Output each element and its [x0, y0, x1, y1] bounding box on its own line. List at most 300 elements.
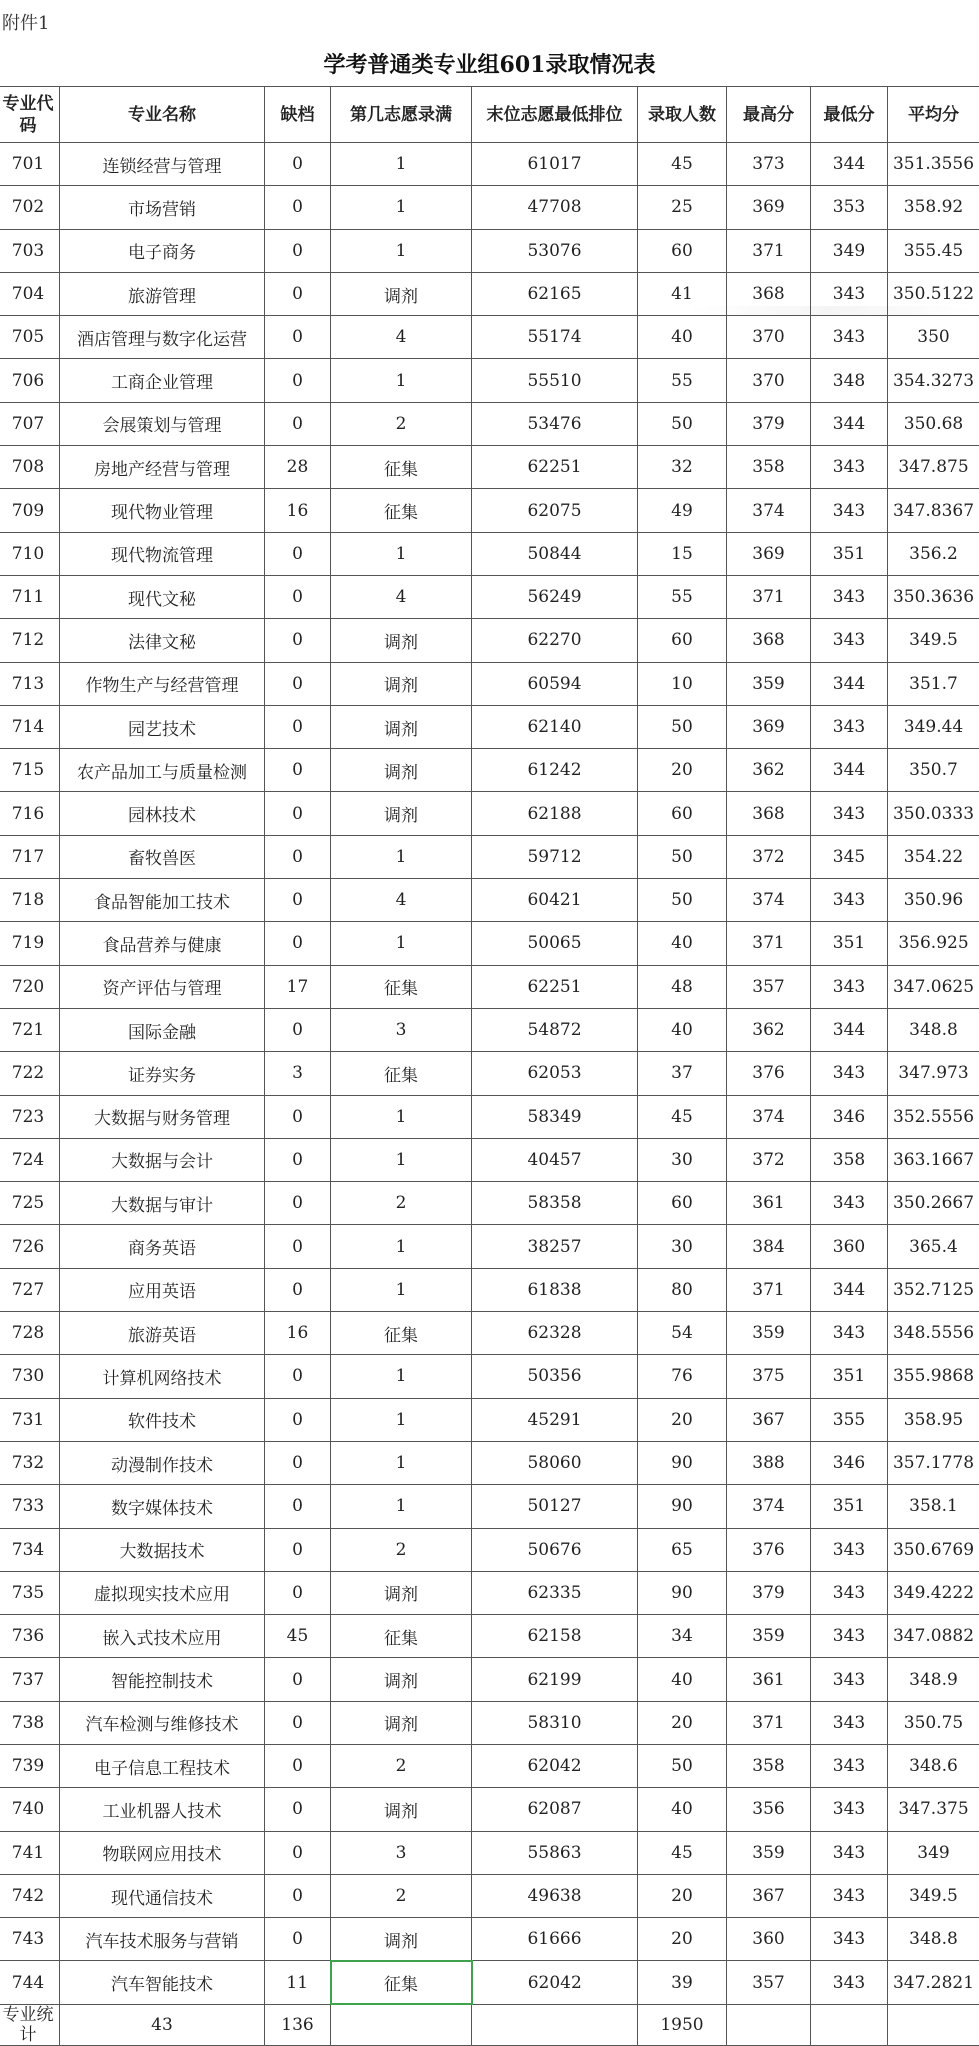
- min-rank-cell: 61017: [472, 143, 638, 186]
- major-code-cell: 723: [0, 1095, 60, 1138]
- max-score-cell: 370: [727, 359, 811, 402]
- major-name-cell: 旅游管理: [60, 272, 265, 315]
- admitted-count-cell: 39: [638, 1961, 727, 2004]
- min-score-cell: 346: [811, 1441, 888, 1484]
- avg-score-cell: 356.925: [888, 922, 979, 965]
- admitted-count-cell: 40: [638, 922, 727, 965]
- min-rank-cell: 58310: [472, 1701, 638, 1744]
- min-rank-cell: 54872: [472, 1008, 638, 1051]
- min-score-cell: 343: [811, 1528, 888, 1571]
- major-code-cell: 724: [0, 1138, 60, 1181]
- major-code-cell: 732: [0, 1441, 60, 1484]
- table-row: [0, 1182, 979, 1225]
- major-name-cell: 酒店管理与数字化运营: [60, 316, 265, 359]
- admitted-count-cell: 90: [638, 1571, 727, 1614]
- min-score-cell: 351: [811, 1355, 888, 1398]
- min-rank-cell: 62270: [472, 619, 638, 662]
- min-score-cell: 360: [811, 1225, 888, 1268]
- shortfall-cell: 0: [265, 1398, 331, 1441]
- major-code-cell: 703: [0, 229, 60, 272]
- admitted-count-cell: 40: [638, 1788, 727, 1831]
- admitted-count-cell: 60: [638, 792, 727, 835]
- min-rank-cell: 62140: [472, 705, 638, 748]
- choice-filled-cell: 征集: [331, 489, 472, 532]
- avg-score-cell: 355.45: [888, 229, 979, 272]
- avg-score-cell: 350: [888, 316, 979, 359]
- max-score-cell: 369: [727, 532, 811, 575]
- choice-filled-cell: 1: [331, 1225, 472, 1268]
- min-score-cell: 343: [811, 965, 888, 1008]
- table-row: [0, 922, 979, 965]
- major-name-cell: 软件技术: [60, 1398, 265, 1441]
- admitted-count-cell: 80: [638, 1268, 727, 1311]
- min-score-cell: 349: [811, 229, 888, 272]
- min-score-cell: 344: [811, 749, 888, 792]
- admitted-count-cell: 20: [638, 1874, 727, 1917]
- major-code-cell: 739: [0, 1744, 60, 1787]
- major-name-cell: 大数据技术: [60, 1528, 265, 1571]
- max-score-cell: 376: [727, 1528, 811, 1571]
- choice-filled-cell: 1: [331, 1268, 472, 1311]
- admission-table: [0, 86, 979, 2046]
- shortfall-cell: 0: [265, 879, 331, 922]
- choice-filled-cell: 调剂: [331, 1658, 472, 1701]
- shortfall-cell: 0: [265, 835, 331, 878]
- admitted-count-cell: 50: [638, 879, 727, 922]
- max-score-cell: 358: [727, 446, 811, 489]
- admitted-count-cell: 76: [638, 1355, 727, 1398]
- avg-score-cell: 352.5556: [888, 1095, 979, 1138]
- shortfall-cell: 0: [265, 1788, 331, 1831]
- min-rank-cell: 62087: [472, 1788, 638, 1831]
- major-code-cell: 740: [0, 1788, 60, 1831]
- shortfall-cell: 0: [265, 662, 331, 705]
- shortfall-cell: 0: [265, 1874, 331, 1917]
- shortfall-cell: 0: [265, 1528, 331, 1571]
- table-row: [0, 1571, 979, 1614]
- max-score-cell: 372: [727, 835, 811, 878]
- major-name-cell: 市场营销: [60, 186, 265, 229]
- max-score-cell: 358: [727, 1744, 811, 1787]
- min-rank-cell: 58358: [472, 1182, 638, 1225]
- admitted-count-cell: 40: [638, 1008, 727, 1051]
- admitted-count-cell: 50: [638, 705, 727, 748]
- admitted-count-cell: 25: [638, 186, 727, 229]
- shortfall-cell: 0: [265, 1225, 331, 1268]
- major-code-cell: 702: [0, 186, 60, 229]
- avg-score-cell: 350.3636: [888, 575, 979, 618]
- max-score-cell: 371: [727, 575, 811, 618]
- max-score-cell: 368: [727, 619, 811, 662]
- shortfall-cell: 0: [265, 532, 331, 575]
- table-title: 学考普通类专业组601录取情况表: [323, 52, 656, 78]
- min-rank-cell: 60421: [472, 879, 638, 922]
- admitted-count-cell: 40: [638, 1658, 727, 1701]
- choice-filled-cell: 征集: [331, 1312, 472, 1355]
- major-name-cell: 现代通信技术: [60, 1874, 265, 1917]
- min-rank-cell: 62158: [472, 1615, 638, 1658]
- admitted-count-cell: 40: [638, 316, 727, 359]
- avg-score-cell: 358.92: [888, 186, 979, 229]
- max-score-cell: 357: [727, 1961, 811, 2004]
- major-code-cell: 708: [0, 446, 60, 489]
- avg-score-cell: 350.68: [888, 402, 979, 445]
- major-name-cell: 电子信息工程技术: [60, 1744, 265, 1787]
- table-row: [0, 1485, 979, 1528]
- shortfall-cell: 0: [265, 792, 331, 835]
- min-score-cell: 345: [811, 835, 888, 878]
- choice-filled-cell: 征集: [331, 1961, 472, 2004]
- major-code-cell: 731: [0, 1398, 60, 1441]
- max-score-cell: 376: [727, 1052, 811, 1095]
- min-score-cell: 343: [811, 1571, 888, 1614]
- avg-score-cell: 349.5: [888, 1874, 979, 1917]
- admitted-count-cell: 48: [638, 965, 727, 1008]
- shortfall-cell: 0: [265, 1138, 331, 1181]
- min-rank-cell: 55510: [472, 359, 638, 402]
- major-name-cell: 会展策划与管理: [60, 402, 265, 445]
- table-row: [0, 1355, 979, 1398]
- min-score-cell: 344: [811, 1008, 888, 1051]
- major-code-cell: 707: [0, 402, 60, 445]
- choice-filled-cell: 调剂: [331, 1701, 472, 1744]
- major-code-cell: 727: [0, 1268, 60, 1311]
- table-row: [0, 1225, 979, 1268]
- admitted-count-cell: 55: [638, 575, 727, 618]
- avg-score-cell: 347.375: [888, 1788, 979, 1831]
- min-rank-cell: 40457: [472, 1138, 638, 1181]
- choice-filled-cell: 征集: [331, 446, 472, 489]
- table-row: [0, 1961, 979, 2004]
- shortfall-cell: 0: [265, 359, 331, 402]
- major-code-cell: 716: [0, 792, 60, 835]
- min-rank-cell: 61838: [472, 1268, 638, 1311]
- min-rank-cell: 61242: [472, 749, 638, 792]
- min-rank-cell: 62042: [472, 1961, 638, 2004]
- shortfall-cell: 0: [265, 186, 331, 229]
- min-rank-cell: 62165: [472, 272, 638, 315]
- shortfall-cell: 0: [265, 1355, 331, 1398]
- min-score-cell: 348: [811, 359, 888, 402]
- min-score-cell: 343: [811, 619, 888, 662]
- table-row: [0, 619, 979, 662]
- min-score-cell: 351: [811, 922, 888, 965]
- min-rank-cell: 62251: [472, 965, 638, 1008]
- max-score-cell: 371: [727, 922, 811, 965]
- major-name-cell: 证券实务: [60, 1052, 265, 1095]
- table-row: [0, 1701, 979, 1744]
- admitted-count-cell: 30: [638, 1225, 727, 1268]
- table-row: [0, 1441, 979, 1484]
- avg-score-cell: 350.6769: [888, 1528, 979, 1571]
- avg-score-cell: 358.1: [888, 1485, 979, 1528]
- max-score-cell: 360: [727, 1918, 811, 1961]
- choice-filled-cell: 调剂: [331, 792, 472, 835]
- admitted-count-cell: 45: [638, 143, 727, 186]
- min-rank-cell: 61666: [472, 1918, 638, 1961]
- table-row: [0, 1052, 979, 1095]
- max-score-cell: 356: [727, 1788, 811, 1831]
- min-rank-cell: 62199: [472, 1658, 638, 1701]
- shortfall-cell: 0: [265, 1571, 331, 1614]
- admitted-count-cell: 15: [638, 532, 727, 575]
- max-score-cell: 374: [727, 1095, 811, 1138]
- max-score-cell: 369: [727, 186, 811, 229]
- major-code-cell: 738: [0, 1701, 60, 1744]
- summary-cell: [472, 2004, 638, 2045]
- avg-score-cell: 348.6: [888, 1744, 979, 1787]
- header-major-code: 专业代码: [0, 87, 60, 143]
- admitted-count-cell: 90: [638, 1485, 727, 1528]
- shortfall-cell: 0: [265, 749, 331, 792]
- max-score-cell: 384: [727, 1225, 811, 1268]
- major-name-cell: 嵌入式技术应用: [60, 1615, 265, 1658]
- choice-filled-cell: 2: [331, 1182, 472, 1225]
- avg-score-cell: 349.4222: [888, 1571, 979, 1614]
- major-code-cell: 725: [0, 1182, 60, 1225]
- table-row: [0, 229, 979, 272]
- min-score-cell: 343: [811, 1052, 888, 1095]
- avg-score-cell: 351.7: [888, 662, 979, 705]
- summary-major-count: 43: [60, 2004, 265, 2045]
- major-code-cell: 706: [0, 359, 60, 402]
- avg-score-cell: 347.0625: [888, 965, 979, 1008]
- choice-filled-cell: 1: [331, 1398, 472, 1441]
- shortfall-cell: 0: [265, 705, 331, 748]
- max-score-cell: 371: [727, 1268, 811, 1311]
- admitted-count-cell: 41: [638, 272, 727, 315]
- choice-filled-cell: 1: [331, 359, 472, 402]
- header-choice-filled: 第几志愿录满: [331, 87, 472, 143]
- admitted-count-cell: 30: [638, 1138, 727, 1181]
- choice-filled-cell: 4: [331, 879, 472, 922]
- max-score-cell: 367: [727, 1874, 811, 1917]
- table-row: [0, 532, 979, 575]
- choice-filled-cell: 征集: [331, 965, 472, 1008]
- avg-score-cell: 350.2667: [888, 1182, 979, 1225]
- avg-score-cell: 347.8367: [888, 489, 979, 532]
- choice-filled-cell: 调剂: [331, 1918, 472, 1961]
- choice-filled-cell: 4: [331, 316, 472, 359]
- avg-score-cell: 350.7: [888, 749, 979, 792]
- major-code-cell: 744: [0, 1961, 60, 2004]
- choice-filled-cell: 1: [331, 229, 472, 272]
- min-rank-cell: 55863: [472, 1831, 638, 1874]
- avg-score-cell: 350.75: [888, 1701, 979, 1744]
- admitted-count-cell: 65: [638, 1528, 727, 1571]
- min-score-cell: 343: [811, 272, 888, 315]
- summary-admitted-total: 1950: [638, 2004, 727, 2045]
- shortfall-cell: 28: [265, 446, 331, 489]
- admitted-count-cell: 50: [638, 1744, 727, 1787]
- avg-score-cell: 347.0882: [888, 1615, 979, 1658]
- choice-filled-cell: 调剂: [331, 1571, 472, 1614]
- shortfall-cell: 0: [265, 1701, 331, 1744]
- choice-filled-cell: 1: [331, 835, 472, 878]
- avg-score-cell: 358.95: [888, 1398, 979, 1441]
- major-code-cell: 730: [0, 1355, 60, 1398]
- major-code-cell: 736: [0, 1615, 60, 1658]
- choice-filled-cell: 3: [331, 1831, 472, 1874]
- max-score-cell: 368: [727, 272, 811, 315]
- major-name-cell: 园林技术: [60, 792, 265, 835]
- min-rank-cell: 62335: [472, 1571, 638, 1614]
- admitted-count-cell: 20: [638, 749, 727, 792]
- header-shortfall: 缺档: [265, 87, 331, 143]
- table-row: [0, 1658, 979, 1701]
- choice-filled-cell: 1: [331, 143, 472, 186]
- major-code-cell: 734: [0, 1528, 60, 1571]
- major-name-cell: 动漫制作技术: [60, 1441, 265, 1484]
- min-rank-cell: 59712: [472, 835, 638, 878]
- shortfall-cell: 0: [265, 1182, 331, 1225]
- table-row: [0, 749, 979, 792]
- admitted-count-cell: 37: [638, 1052, 727, 1095]
- major-name-cell: 现代物业管理: [60, 489, 265, 532]
- major-name-cell: 汽车检测与维修技术: [60, 1701, 265, 1744]
- choice-filled-cell: 1: [331, 532, 472, 575]
- min-rank-cell: 53076: [472, 229, 638, 272]
- table-row: [0, 316, 979, 359]
- avg-score-cell: 363.1667: [888, 1138, 979, 1181]
- choice-filled-cell: 1: [331, 1355, 472, 1398]
- min-rank-cell: 62251: [472, 446, 638, 489]
- major-code-cell: 720: [0, 965, 60, 1008]
- shortfall-cell: 45: [265, 1615, 331, 1658]
- min-rank-cell: 62075: [472, 489, 638, 532]
- major-code-cell: 715: [0, 749, 60, 792]
- admitted-count-cell: 45: [638, 1831, 727, 1874]
- admitted-count-cell: 50: [638, 402, 727, 445]
- shortfall-cell: 0: [265, 1095, 331, 1138]
- admitted-count-cell: 60: [638, 229, 727, 272]
- min-score-cell: 344: [811, 143, 888, 186]
- min-rank-cell: 60594: [472, 662, 638, 705]
- table-row: [0, 446, 979, 489]
- min-score-cell: 343: [811, 489, 888, 532]
- major-name-cell: 现代文秘: [60, 575, 265, 618]
- admitted-count-cell: 60: [638, 619, 727, 662]
- major-code-cell: 711: [0, 575, 60, 618]
- table-row: [0, 1788, 979, 1831]
- table-row: [0, 1095, 979, 1138]
- min-rank-cell: 58060: [472, 1441, 638, 1484]
- min-score-cell: 344: [811, 402, 888, 445]
- min-score-cell: 344: [811, 1268, 888, 1311]
- choice-filled-cell: 调剂: [331, 749, 472, 792]
- table-row: [0, 402, 979, 445]
- avg-score-cell: 348.8: [888, 1918, 979, 1961]
- shortfall-cell: 0: [265, 1008, 331, 1051]
- max-score-cell: 357: [727, 965, 811, 1008]
- admitted-count-cell: 20: [638, 1701, 727, 1744]
- choice-filled-cell: 2: [331, 402, 472, 445]
- max-score-cell: 359: [727, 1831, 811, 1874]
- avg-score-cell: 348.5556: [888, 1312, 979, 1355]
- major-name-cell: 园艺技术: [60, 705, 265, 748]
- avg-score-cell: 356.2: [888, 532, 979, 575]
- admitted-count-cell: 55: [638, 359, 727, 402]
- min-score-cell: 343: [811, 1744, 888, 1787]
- major-name-cell: 资产评估与管理: [60, 965, 265, 1008]
- shortfall-cell: 0: [265, 402, 331, 445]
- major-name-cell: 工业机器人技术: [60, 1788, 265, 1831]
- table-row: [0, 879, 979, 922]
- max-score-cell: 373: [727, 143, 811, 186]
- header-admitted-count: 录取人数: [638, 87, 727, 143]
- admitted-count-cell: 60: [638, 1182, 727, 1225]
- min-score-cell: 343: [811, 1918, 888, 1961]
- major-code-cell: 733: [0, 1485, 60, 1528]
- max-score-cell: 359: [727, 1312, 811, 1355]
- max-score-cell: 361: [727, 1658, 811, 1701]
- major-name-cell: 电子商务: [60, 229, 265, 272]
- major-name-cell: 智能控制技术: [60, 1658, 265, 1701]
- shortfall-cell: 17: [265, 965, 331, 1008]
- min-rank-cell: 58349: [472, 1095, 638, 1138]
- major-name-cell: 法律文秘: [60, 619, 265, 662]
- table-row: [0, 1312, 979, 1355]
- table-row: [0, 575, 979, 618]
- admitted-count-cell: 34: [638, 1615, 727, 1658]
- min-score-cell: 343: [811, 1615, 888, 1658]
- major-name-cell: 畜牧兽医: [60, 835, 265, 878]
- header-min-rank: 末位志愿最低排位: [472, 87, 638, 143]
- shortfall-cell: 0: [265, 1831, 331, 1874]
- choice-filled-cell: 征集: [331, 1615, 472, 1658]
- choice-filled-cell: 2: [331, 1528, 472, 1571]
- table-row: [0, 186, 979, 229]
- min-score-cell: 343: [811, 1831, 888, 1874]
- min-score-cell: 343: [811, 1312, 888, 1355]
- major-name-cell: 商务英语: [60, 1225, 265, 1268]
- avg-score-cell: 352.7125: [888, 1268, 979, 1311]
- choice-filled-cell: 3: [331, 1008, 472, 1051]
- min-rank-cell: 49638: [472, 1874, 638, 1917]
- major-name-cell: 大数据与财务管理: [60, 1095, 265, 1138]
- major-name-cell: 食品营养与健康: [60, 922, 265, 965]
- shortfall-cell: 0: [265, 316, 331, 359]
- major-name-cell: 计算机网络技术: [60, 1355, 265, 1398]
- shortfall-cell: 16: [265, 489, 331, 532]
- min-score-cell: 343: [811, 1874, 888, 1917]
- max-score-cell: 362: [727, 749, 811, 792]
- min-score-cell: 343: [811, 446, 888, 489]
- max-score-cell: 374: [727, 1485, 811, 1528]
- shortfall-cell: 0: [265, 922, 331, 965]
- max-score-cell: 362: [727, 1008, 811, 1051]
- min-score-cell: 343: [811, 575, 888, 618]
- table-row: [0, 705, 979, 748]
- min-score-cell: 343: [811, 316, 888, 359]
- major-code-cell: 741: [0, 1831, 60, 1874]
- avg-score-cell: 347.875: [888, 446, 979, 489]
- avg-score-cell: 350.0333: [888, 792, 979, 835]
- summary-shortfall-total: 136: [265, 2004, 331, 2045]
- major-name-cell: 农产品加工与质量检测: [60, 749, 265, 792]
- max-score-cell: 359: [727, 662, 811, 705]
- avg-score-cell: 349.44: [888, 705, 979, 748]
- summary-cell: [888, 2004, 979, 2045]
- shortfall-cell: 0: [265, 229, 331, 272]
- major-name-cell: 汽车智能技术: [60, 1961, 265, 2004]
- major-code-cell: 737: [0, 1658, 60, 1701]
- admitted-count-cell: 20: [638, 1918, 727, 1961]
- max-score-cell: 375: [727, 1355, 811, 1398]
- max-score-cell: 371: [727, 229, 811, 272]
- summary-cell: [811, 2004, 888, 2045]
- table-row: [0, 965, 979, 1008]
